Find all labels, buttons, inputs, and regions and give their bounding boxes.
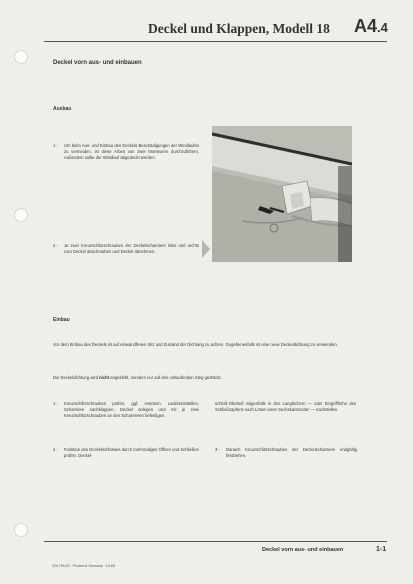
photo-pointer-marker (202, 240, 210, 258)
step-number: 2 - (53, 447, 58, 452)
step-number: 3 - (215, 447, 220, 452)
ausbau-step-1 (53, 143, 203, 181)
einbau-step-2 (53, 447, 203, 463)
step-text: Funktion des Deckelschlosses durch mehrmaliges Öffnen und Schließen prüfen. Deckel- (64, 447, 199, 459)
footer-rule (44, 541, 387, 542)
step-text: Je zwei Kreuzschlitzschrauben der Deckelscharniere links und rechts vom Deckel abschrauben und Deckel abnehmen. (64, 243, 199, 255)
einbau-heading: Einbau (53, 317, 70, 323)
page-number: 1-1 (376, 546, 387, 553)
note-pre: Die Deckeldichtung wird (53, 375, 98, 380)
section-title: Deckel vorn aus- und einbauen (53, 60, 142, 66)
header-rule (44, 41, 387, 42)
step-text: Danach Kreuzschlitzschrauben der Deckelscharniere endgültig festziehen. (226, 447, 357, 459)
section-code (354, 16, 388, 37)
step-text: Kreuzschlitzschrauben prüfen, ggf. ersetzen. Lackkratzstellen, Scharniere nachklappen, Deckel anlegen und mit je zwei Kreuzschlitzschrauben an den Scharnieren befestigen. (64, 401, 199, 419)
step-number: 2 - (53, 243, 58, 248)
note-post: angeklebt, sondern nur auf den umlaufenden Steg gedrückt. (110, 375, 222, 380)
print-note: 209.755.00 · Printed in Germany · 10.68 (52, 564, 115, 568)
punch-hole-bottom (14, 523, 28, 537)
note-emphasis: nicht (99, 375, 110, 380)
footer-title: Deckel vorn aus- und einbauen (262, 547, 344, 553)
section-code-main: A4 (354, 16, 378, 36)
einbau-step-1 (53, 401, 203, 433)
step-text: Um beim Aus- und Einbau des Deckels Beschädigungen der Windlaufes zu vermeiden, ist diese Arbeit von zwei Monteuren durchzuführen. Außerdem sollte der Windlauf abgedeckt werden. (64, 143, 199, 161)
hinge-photo-illustration (212, 126, 352, 262)
einbau-step-2-continued: schloß-Oberteil mitgenfalls in den Langlöchern — oder Eingriffhöhe des Schließzapfens nach Lösen einer Sechskantmutter — nachstellen. (215, 401, 356, 413)
step-number: 1 - (53, 401, 58, 406)
hinge-photo (212, 126, 352, 262)
einbau-step-3 (215, 447, 365, 463)
einbau-note (53, 375, 365, 381)
step-number: 1 - (53, 143, 58, 148)
punch-hole-middle (14, 208, 28, 222)
punch-hole-top (14, 50, 28, 64)
ausbau-heading: Ausbau (53, 106, 72, 112)
einbau-intro: Vor dem Einbau des Deckels ist auf einwandfreien Sitz und Zustand der Dichtung zu achten. Gegebenenfalls ist eine neue Deckeldichtung zu verwenden. (53, 342, 338, 347)
ausbau-step-2 (53, 243, 203, 269)
section-code-sub: .4 (377, 20, 388, 35)
page-header-title: Deckel und Klappen, Modell 18 (148, 21, 330, 36)
